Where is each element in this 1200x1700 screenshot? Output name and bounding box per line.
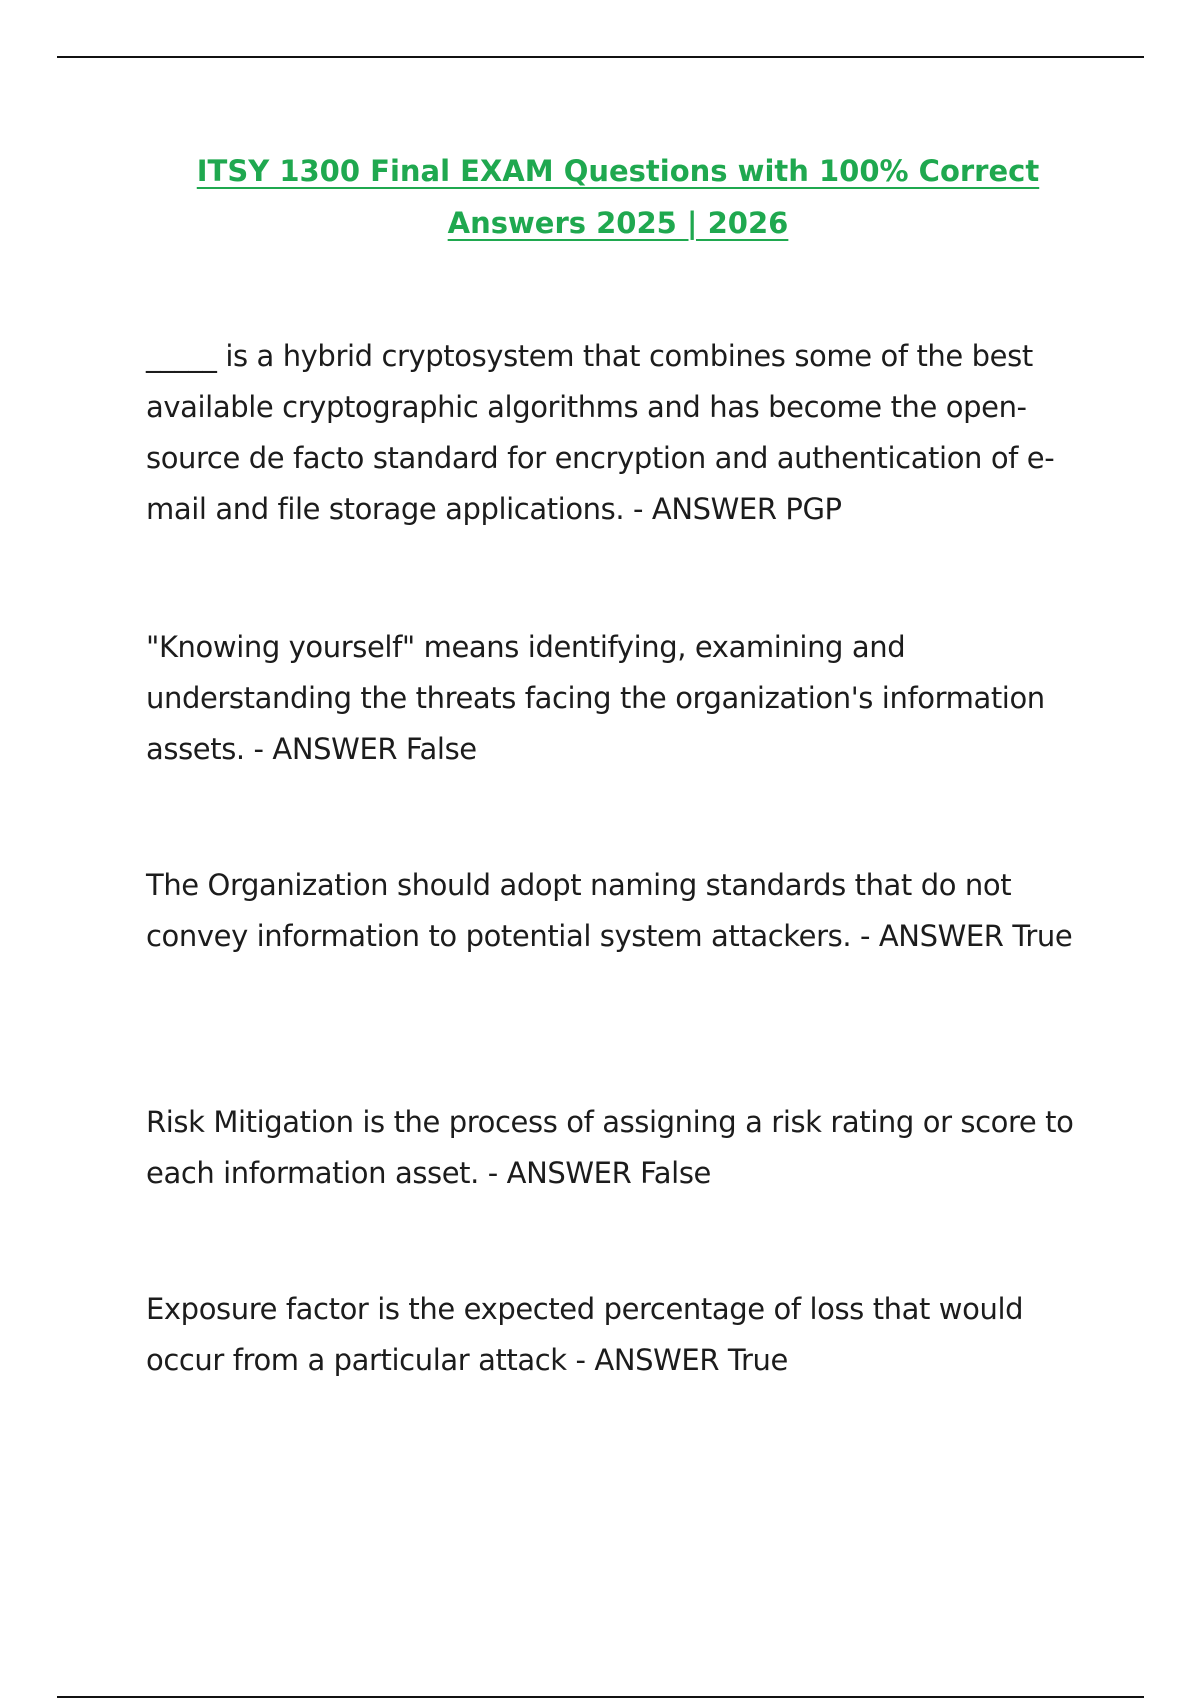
- question-answer-item: Risk Mitigation is the process of assigning a risk rating or score to each information asset. - ANSWER False: [146, 1105, 1074, 1190]
- document-title: ITSY 1300 Final EXAM Questions with 100% Correct Answers 2025 | 2026: [196, 154, 1040, 240]
- question-answer-item: "Knowing yourself" means identifying, examining and understanding the threats facing the organization's information assets. - ANSWER False: [146, 630, 1045, 766]
- bottom-divider: [57, 1696, 1144, 1698]
- question-answer-item: _____ is a hybrid cryptosystem that combines some of the best available cryptographic algorithms and has become the open-source de facto standard for encryption and authentication of e-mail and file storage applications. - ANSWER PGP: [146, 339, 1055, 526]
- question-answer-item: The Organization should adopt naming standards that do not convey information to potential system attackers. - ANSWER True: [146, 868, 1073, 953]
- question-answer-item: Exposure factor is the expected percentage of loss that would occur from a particular attack - ANSWER True: [146, 1292, 1024, 1377]
- top-divider: [57, 56, 1144, 58]
